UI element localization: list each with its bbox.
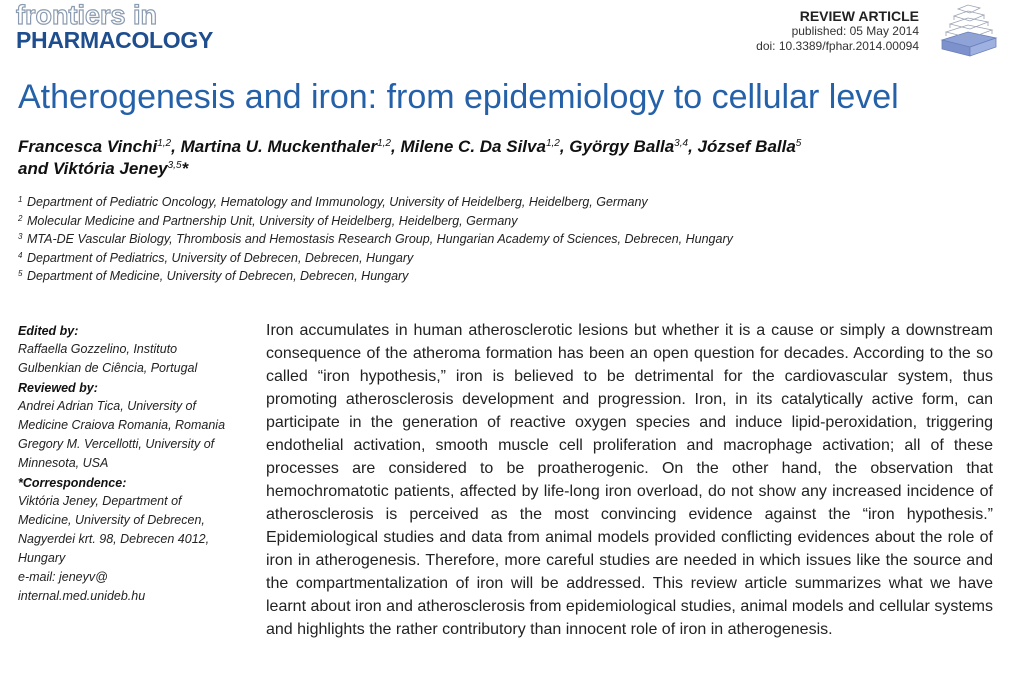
author-affiliation-ref: 1,2 — [545, 138, 560, 149]
edited-by-label: Edited by: — [18, 324, 79, 338]
affiliation-text: Department of Medicine, University of Debrecen, Debrecen, Hungary — [27, 269, 409, 283]
reviewer-line: Gregory M. Vercellotti, University of — [18, 437, 215, 451]
author-affiliation-ref: 1,2 — [377, 138, 391, 149]
correspondence-line: Hungary — [18, 551, 66, 565]
author-name[interactable]: Martina U. Muckenthaler — [180, 137, 378, 156]
author-name[interactable]: György Balla — [569, 137, 675, 156]
author-list — [18, 136, 998, 180]
corresponding-marker: * — [181, 159, 189, 178]
affiliation-item: $^2$ Molecular Medicine and Partnership Unit, University of Heidelberg, Heidelberg, Germany — [18, 213, 518, 228]
author-affiliation-ref: 3,5 — [167, 160, 182, 171]
editor-line: Gulbenkian de Ciência, Portugal — [18, 361, 198, 375]
correspondence-email[interactable]: internal.med.unideb.hu — [18, 589, 146, 603]
article-title: Atherogenesis and iron: from epidemiology to cellular level — [18, 78, 899, 116]
author-affiliation-ref: 3,4 — [674, 138, 689, 149]
affiliation-item: $^3$ MTA-DE Vascular Biology, Thrombosis and Hemostasis Research Group, Hungarian Academy of Sciences, Debrecen, Hungary — [18, 232, 733, 246]
published-date: published: 05 May 2014 — [791, 24, 919, 38]
affiliation-text: Department of Pediatrics, University of Debrecen, Debrecen, Hungary — [27, 250, 414, 265]
reviewer-line: Medicine Craiova Romania, Romania — [18, 418, 226, 432]
journal-header — [0, 0, 1024, 70]
author-separator: , — [559, 137, 570, 156]
author-line-1 — [18, 136, 998, 158]
reviewer-line: Andrei Adrian Tica, University of — [18, 399, 196, 413]
article-meta — [756, 8, 919, 54]
correspondence-email[interactable]: e-mail: jeneyv@ — [18, 570, 108, 584]
author-affiliation-ref: 5 — [795, 138, 802, 149]
author-name[interactable]: Milene C. Da Silva — [400, 137, 546, 156]
affiliation-item: $^4$ Department of Pediatrics, University of Debrecen, Debrecen, Hungary — [18, 250, 414, 265]
author-name[interactable]: József Balla — [697, 137, 796, 156]
abstract: Iron accumulates in human atherosclerotic lesions but whether it is a cause or simply a downstream consequence of the atheroma formation has been an open question for decades. According to the so called “iron hypothesis,” iron is believed to be detrimental for the cardiovascular system, thus promoting atherosclerosis development and progression. Iron, in its catalytically active form, can participate in the generation of reactive oxygen species and induce lipid-peroxidation, triggering endothelial activation, smooth muscle cell proliferation and macrophage activation; all of these processes are considered to be proatherogenic. On the other hand, the observation that hemochromatotic patients, affected by life-long iron overload, do not show any increased incidence of atherosclerosis is perceived as the most convincing evidence against the “iron hypothesis.” Epidemiological studies and data from animal models provided conflicting evidences about the role of iron in atherogenesis. Therefore, more careful studies are needed in which issues like the source and the compartmentalization of iron will be addressed. This review article summarizes what we have learnt about iron and atherosclerosis from epidemiological studies, animal models and cellular systems and highlights the rather contributory than innocent role of iron in atherogenesis. — [266, 322, 993, 638]
author-name[interactable]: Francesca Vinchi — [18, 137, 158, 156]
stacked-cube-logo-icon — [938, 2, 1000, 58]
logo-pharmacology: PHARMACOLOGY — [16, 27, 214, 53]
journal-logo[interactable] — [16, 2, 213, 52]
editor-line: Raffaella Gozzelino, Instituto — [18, 342, 178, 356]
affiliation-list — [18, 193, 998, 286]
article-sidebar — [18, 323, 253, 606]
affiliation-text: MTA-DE Vascular Biology, Thrombosis and Hemostasis Research Group, Hungarian Academy of Sciences, Debrecen, Hungary — [27, 232, 733, 246]
author-affiliation-ref: 1,2 — [157, 138, 172, 149]
author-name[interactable]: Viktória Jeney — [52, 159, 168, 178]
affiliation-item: $^5$ Department of Medicine, University of Debrecen, Debrecen, Hungary — [18, 269, 409, 283]
affiliation-text: Molecular Medicine and Partnership Unit, University of Heidelberg, Heidelberg, Germany — [27, 213, 518, 228]
author-separator: , — [171, 137, 181, 156]
reviewer-line: Minnesota, USA — [18, 456, 109, 470]
doi[interactable]: doi: 10.3389/fphar.2014.00094 — [756, 39, 919, 53]
affiliation-item: $^1$ Department of Pediatric Oncology, Hematology and Immunology, University of Heidelberg, Heidelberg, Germany — [18, 195, 648, 209]
correspondence-label: *Correspondence: — [18, 476, 127, 490]
author-separator: , — [688, 137, 698, 156]
correspondence-line: Viktória Jeney, Department of — [18, 494, 182, 508]
author-line-2 — [18, 158, 998, 180]
reviewed-by-label: Reviewed by: — [18, 381, 98, 395]
author-conjunction: and — [18, 159, 53, 178]
affiliation-text: Department of Pediatric Oncology, Hematology and Immunology, University of Heidelberg, Heidelberg, Germany — [27, 195, 648, 209]
author-separator: , — [390, 137, 401, 156]
correspondence-line: Nagyerdei krt. 98, Debrecen 4012, — [18, 532, 210, 546]
article-type: REVIEW ARTICLE — [799, 8, 919, 24]
correspondence-line: Medicine, University of Debrecen, — [18, 513, 205, 527]
logo-frontiers-in: frontiers in — [16, 0, 158, 30]
